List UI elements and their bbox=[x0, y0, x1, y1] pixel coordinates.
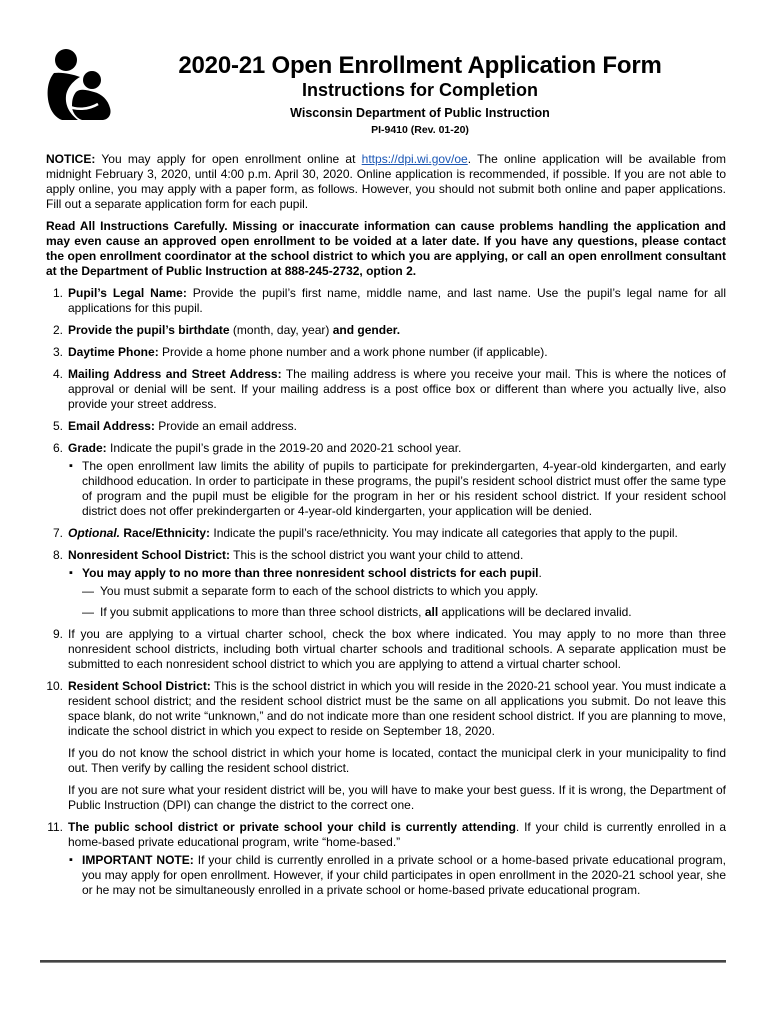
item-text: Indicate the pupil’s race/ethnicity. You may indicate all categories that apply to the pupil. bbox=[210, 526, 678, 540]
bullet-text: If your child is currently enrolled in a private school or a home-based private educational program, you may apply for open enrollment. However, if your child participates in open enrollment in the 2020-21 school year, she or he may not be simultaneously enrolled in a private school or home-based private educational program. bbox=[82, 853, 726, 897]
bullet-list bbox=[68, 459, 726, 519]
list-item bbox=[46, 286, 726, 316]
item-text: This is the school district in which you will reside in the 2020-21 school year. You must indicate a resident school district; and the resident school district must be the same on all applications you submit. Do not leave this space blank, do not write “unknown,” and do not indicate more than one resident school district. If you are planning to move, indicate the school district in which you expect to reside on September 18, 2020. bbox=[68, 679, 726, 738]
dash-text-2: applications will be declared invalid. bbox=[438, 605, 632, 619]
list-item bbox=[46, 627, 726, 672]
item-text: The mailing address is where you receive your mail. This is where the notices of approval or denial will be sent. If your mailing address is a post office box or different than where you actually live, also provide your street address. bbox=[68, 367, 726, 411]
form-number: PI-9410 (Rev. 01-20) bbox=[371, 124, 469, 136]
item-label: Mailing Address and Street Address: bbox=[68, 367, 282, 381]
page-subtitle: Instructions for Completion bbox=[302, 80, 538, 100]
item-number: 7. bbox=[52, 526, 63, 540]
item-label: Nonresident School District: bbox=[68, 548, 231, 562]
list-item bbox=[46, 419, 726, 434]
dpi-logo bbox=[46, 46, 116, 122]
item-label: Pupil’s Legal Name: bbox=[68, 286, 187, 300]
child-body bbox=[72, 90, 111, 120]
dash-item: — You must submit a separate form to each of the school districts to which you apply. bbox=[82, 584, 726, 599]
notice-paragraph bbox=[46, 152, 726, 212]
item-paragraph: If you do not know the school district in which your home is located, contact the municipal clerk in your municipality to find out. Then verify by calling the resident school district. bbox=[68, 746, 726, 775]
dash-text-1: If you submit applications to more than three school districts, bbox=[100, 605, 425, 619]
notice-text-2: . The online application will be available from midnight February 3, 2020, until 4:00 p.m. April 30, 2020. Online application is recommended, if possible. If you are not able to apply online, you may apply with a paper form, as follows. However, you should not submit both online and paper applications. Fill out a separate application form for each pupil. bbox=[46, 152, 726, 211]
bullet-item bbox=[68, 566, 726, 620]
item-text: This is the school district you want your child to attend. bbox=[230, 548, 524, 562]
bullet-item bbox=[68, 853, 726, 898]
bullet-list bbox=[68, 566, 726, 620]
read-carefully-paragraph bbox=[46, 219, 726, 279]
adult-head bbox=[55, 49, 77, 71]
item-label: The public school district or private school your child is currently attending bbox=[68, 820, 516, 834]
item-label-2: and gender. bbox=[332, 323, 401, 337]
list-item bbox=[46, 548, 726, 620]
bullet-list bbox=[68, 853, 726, 898]
item-paragraph: If you are not sure what your resident district will be, you will have to make your best guess. If it is wrong, the Department of Public Instruction (DPI) can change the district to the correct one. bbox=[68, 783, 726, 812]
item-number: 1. bbox=[52, 286, 63, 300]
notice-label: NOTICE: bbox=[46, 152, 96, 166]
item-number: 9. bbox=[52, 627, 63, 641]
item-text: Provide an email address. bbox=[154, 419, 297, 433]
item-number: 10. bbox=[46, 679, 63, 693]
item-number: 8. bbox=[52, 548, 63, 562]
oe-link[interactable]: https://dpi.wi.gov/oe bbox=[361, 152, 468, 166]
bullet-bold: You may apply to no more than three nonresident school districts for each pupil bbox=[82, 566, 539, 580]
dash-bold: all bbox=[424, 605, 439, 619]
list-item bbox=[46, 820, 726, 898]
item-number: 6. bbox=[52, 441, 63, 455]
list-item bbox=[46, 441, 726, 519]
item-number: 11. bbox=[47, 820, 63, 834]
item-number: 3. bbox=[52, 345, 63, 359]
item-label: Resident School District: bbox=[68, 679, 211, 693]
item-label: Daytime Phone: bbox=[68, 345, 159, 359]
bullet-label: IMPORTANT NOTE: bbox=[82, 853, 194, 867]
page-title: 2020-21 Open Enrollment Application Form bbox=[178, 52, 662, 79]
item-text: Provide a home phone number and a work phone number (if applicable). bbox=[158, 345, 548, 359]
dash-item bbox=[82, 605, 726, 620]
notice-text-1: You may apply for open enrollment online at bbox=[95, 152, 362, 166]
list-item bbox=[46, 679, 726, 813]
item-text: Indicate the pupil’s grade in the 2019-20 and 2020-21 school year. bbox=[106, 441, 462, 455]
item-number: 2. bbox=[52, 323, 63, 337]
item-text: If you are applying to a virtual charter school, check the box where indicated. You may apply to no more than three nonresident school districts, including both virtual charter schools and traditional schools. A separate application must be submitted to each nonresident school district to which you are applying to attend a virtual charter school. bbox=[68, 627, 726, 671]
item-text: (month, day, year) bbox=[229, 323, 333, 337]
list-item bbox=[46, 367, 726, 412]
item-number: 5. bbox=[52, 419, 63, 433]
item-number: 4. bbox=[52, 367, 63, 381]
item-label: Grade: bbox=[68, 441, 107, 455]
list-item bbox=[46, 345, 726, 360]
item-text: Provide the pupil’s first name, middle name, and last name. Use the pupil’s legal name for all applications for this pupil. bbox=[68, 286, 726, 315]
item-label: Race/Ethnicity: bbox=[120, 526, 211, 540]
bullet-end: . bbox=[538, 566, 542, 580]
list-item bbox=[46, 526, 726, 541]
department-name: Wisconsin Department of Public Instruction bbox=[290, 106, 550, 120]
read-carefully-text: Read All Instructions Carefully. Missing or inaccurate information can cause problems handling the application and may even cause an approved open enrollment to be voided at a later date. If you have any questions, please contact the open enrollment coordinator at the school district to which you are applying, or call an open enrollment consultant at the Department of Public Instruction at 888-245-2732, option 2. bbox=[46, 219, 726, 278]
list-item bbox=[46, 323, 726, 338]
footer-divider bbox=[40, 960, 726, 963]
item-label: Provide the pupil’s birthdate bbox=[68, 323, 230, 337]
item-label: Email Address: bbox=[68, 419, 155, 433]
instruction-list bbox=[46, 286, 726, 898]
item-text: . If your child is currently enrolled in a home-based private educational program, write “home-based.” bbox=[68, 820, 726, 849]
child-head bbox=[83, 71, 101, 89]
instructions-body bbox=[46, 152, 726, 905]
bullet-item: ▪ The open enrollment law limits the ability of pupils to participate for prekindergarten, 4-year-old kindergarten, and early childhood education. In order to participate in these programs, the pupil’s resident school district must offer the same type of program and the pupil must be eligible for the program in her or his resident school district. If your resident school district does not offer prekindergarten or 4-year-old kindergarten, your application will be denied. bbox=[68, 459, 726, 519]
item-label-italic: Optional. bbox=[68, 526, 120, 540]
